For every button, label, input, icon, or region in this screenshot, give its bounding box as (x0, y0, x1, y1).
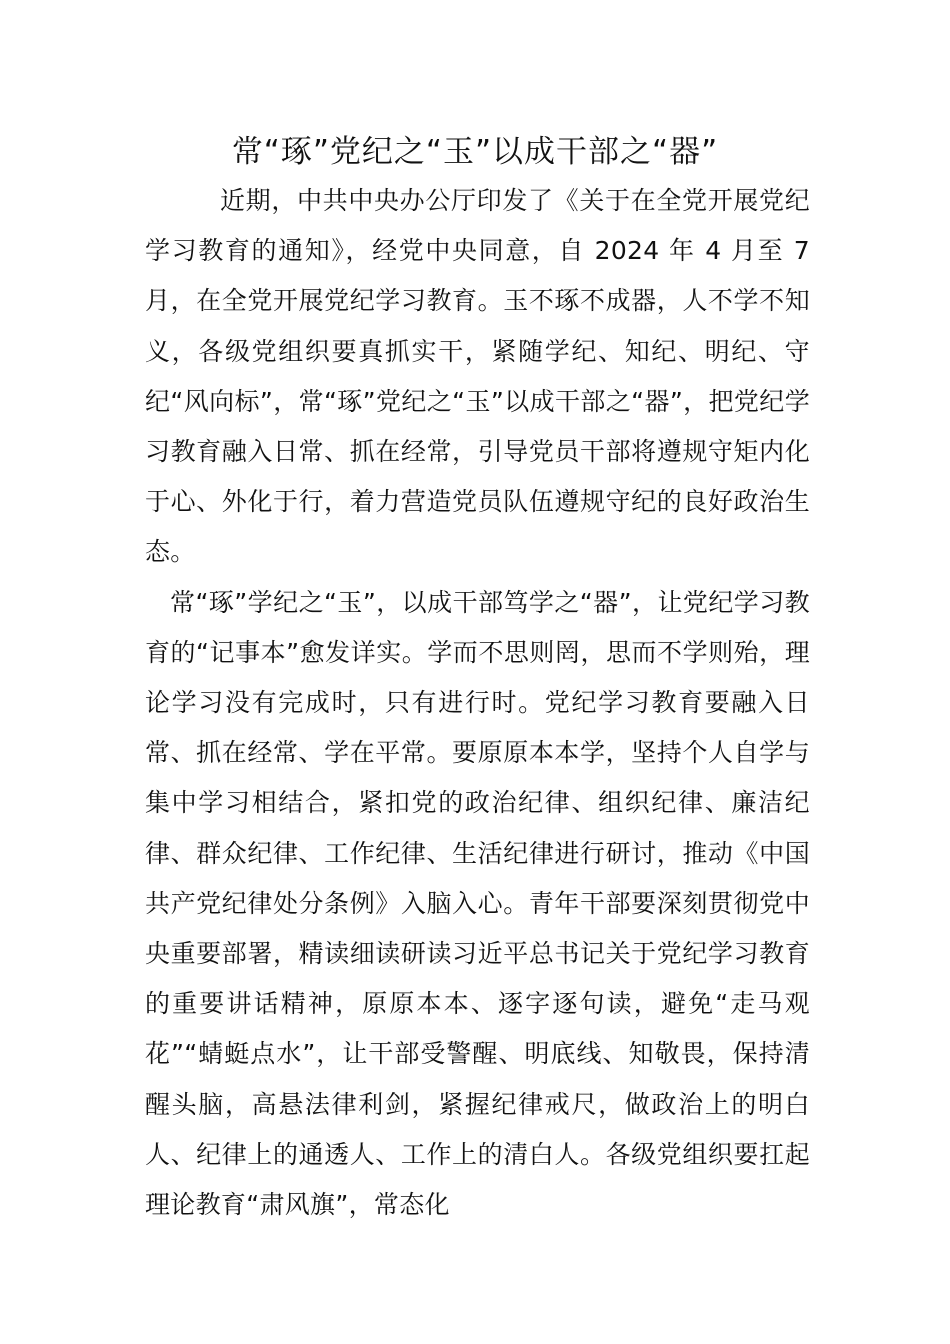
paragraph-1: 近期，中共中央办公厅印发了《关于在全党开展党纪学习教育的通知》，经党中央同意，自 2024 年 4 月至 7 月，在全党开展党纪学习教育。玉不琢不成器，人不学不知义，各级党组织要真抓实干，紧随学纪、知纪、明纪、守纪“风向标”，常“琢”党纪之“玉”以成干部之“器”，把党纪学习教育融入日常、抓在经常，引导党员干部将遵规守矩内化于心、外化于行，着力营造党员队伍遵规守纪的良好政治生态。 (145, 186, 810, 567)
document-title: 常“琢”党纪之“玉”以成干部之“器” (231, 134, 719, 170)
document-body (145, 176, 810, 1230)
paragraph-2: 常“琢”学纪之“玉”，以成干部笃学之“器”，让党纪学习教育的“记事本”愈发详实。学而不思则罔，思而不学则殆，理论学习没有完成时，只有进行时。党纪学习教育要融入日常、抓在经常、学在平常。要原原本本学，坚持个人自学与集中学习相结合，紧扣党的政治纪律、组织纪律、廉洁纪律、群众纪律、工作纪律、生活纪律进行研讨，推动《中国共产党纪律处分条例》入脑入心。青年干部要深刻贯彻党中央重要部署，精读细读研读习近平总书记关于党纪学习教育的重要讲话精神，原原本本、逐字逐句读，避免“走马观花”“蜻蜓点水”，让干部受警醒、明底线、知敬畏，保持清醒头脑，高悬法律利剑，紧握纪律戒尺，做政治上的明白人、纪律上的通透人、工作上的清白人。各级党组织要扛起理论教育“肃风旗”，常态化 (145, 587, 810, 1220)
